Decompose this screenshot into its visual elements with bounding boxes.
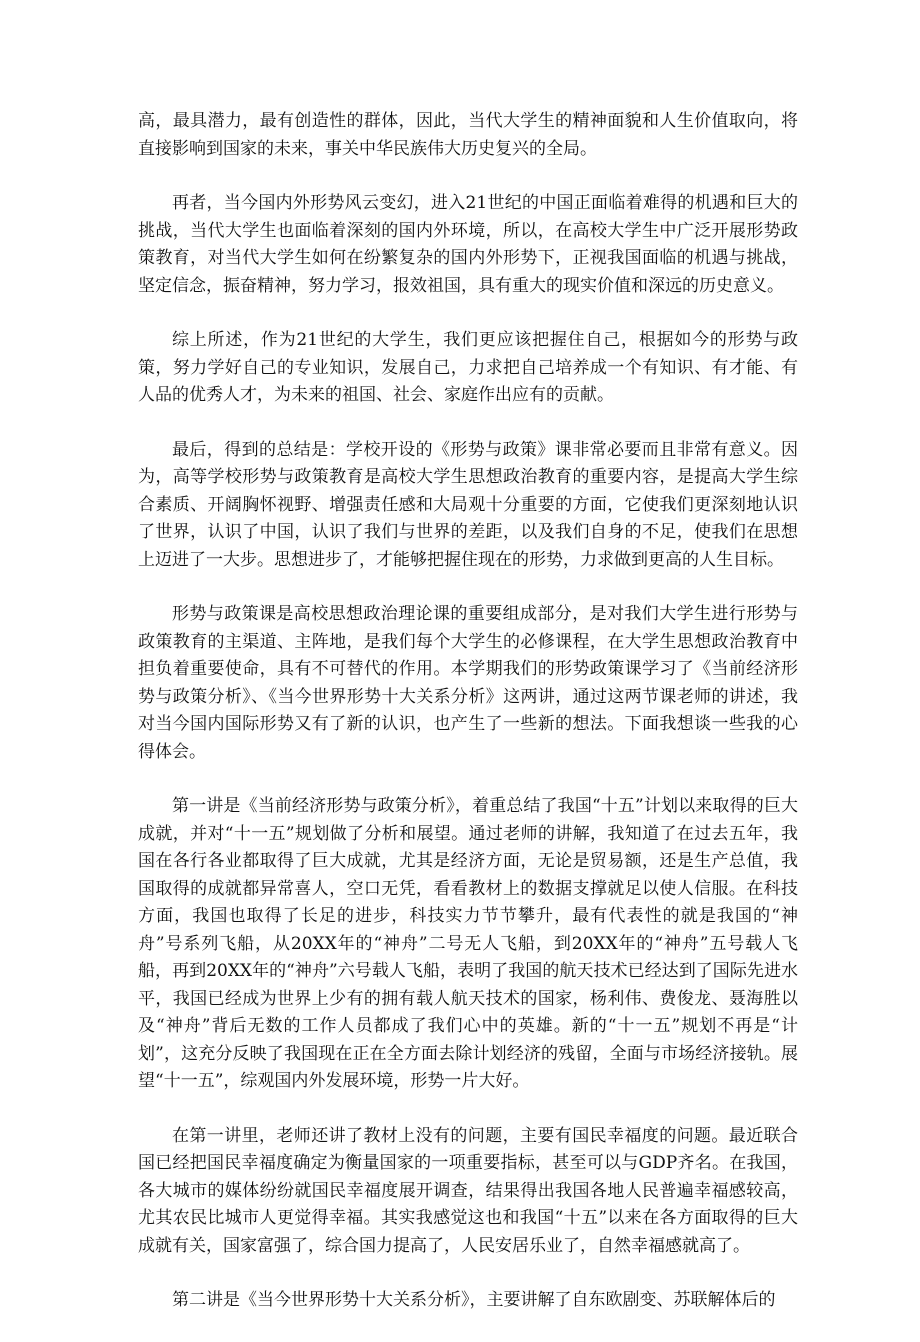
paragraph-conclusion: 最后，得到的总结是：学校开设的《形势与政策》课非常必要而且非常有意义。因为，高等学校形势与政策教育是高校大学生思想政治教育的重要内容，是提高大学生综合素质、开阔胸怀视野、增强责任感和大局观十分重要的方面，它使我们更深刻地认识了世界，认识了中国，认识了我们与世界的差距，以及我们自身的不足，使我们在思想上迈进了一大步。思想进步了，才能够把握住现在的形势，力求做到更高的人生目标。 xyxy=(138,439,798,570)
paragraph-summary: 综上所述，作为21世纪的大学生，我们更应该把握住自己，根据如今的形势与政策，努力学好自己的专业知识，发展自己，力求把自己培养成一个有知识、有才能、有人品的优秀人才，为未来的祖国、社会、家庭作出应有的贡献。 xyxy=(138,330,798,405)
paragraph-lecture-one: 第一讲是《当前经济形势与政策分析》，着重总结了我国“十五”计划以来取得的巨大成就，并对“十一五”规划做了分析和展望。通过老师的讲解，我知道了在过去五年，我国在各行各业都取得了巨大成就，尤其是经济方面，无论是贸易额，还是生产总值，我国取得的成就都异常喜人，空口无凭，看看教材上的数据支撑就足以使人信服。在科技方面，我国也取得了长足的进步，科技实力节节攀升，最有代表性的就是我国的“神舟”号系列飞船，从20XX年的“神舟”二号无人飞船，到20XX年的“神舟”五号载人飞船，再到20XX年的“神舟”六号载人飞船，表明了我国的航天技术已经达到了国际先进水平，我国已经成为世界上少有的拥有载人航天技术的国家，杨利伟、费俊龙、聂海胜以及“神舟”背后无数的工作人员都成了我们心中的英雄。新的“十一五”规划不再是“计划”，这充分反映了我国现在正在全方面去除计划经济的残留，全面与市场经济接轨。展望“十一五”，综观国内外发展环境，形势一片大好。 xyxy=(138,796,798,1091)
body-text xyxy=(138,108,798,1342)
paragraph-lecture-two: 第二讲是《当今世界形势十大关系分析》，主要讲解了自东欧剧变、苏联解体后的 xyxy=(172,1290,776,1310)
paragraph-continuation: 高，最具潜力，最有创造性的群体，因此，当代大学生的精神面貌和人生价值取向，将直接影响到国家的未来，事关中华民族伟大历史复兴的全局。 xyxy=(138,111,798,159)
paragraph-happiness: 在第一讲里，老师还讲了教材上没有的问题，主要有国民幸福度的问题。最近联合国已经把国民幸福度确定为衡量国家的一项重要指标，甚至可以与GDP齐名。在我国，各大城市的媒体纷纷就国民幸福度展开调查，结果得出我国各地人民普遍幸福感较高，尤其农民比城市人更觉得幸福。其实我感觉这也和我国“十五”以来在各方面取得的巨大成就有关，国家富强了，综合国力提高了，人民安居乐业了，自然幸福感就高了。 xyxy=(138,1125,798,1256)
paragraph-course-intro: 形势与政策课是高校思想政治理论课的重要组成部分，是对我们大学生进行形势与政策教育的主渠道、主阵地，是我们每个大学生的必修课程，在大学生思想政治教育中担负着重要使命，具有不可替代的作用。本学期我们的形势政策课学习了《当前经济形势与政策分析》、《当今世界形势十大关系分析》这两讲，通过这两节课老师的讲述，我对当今国内国际形势又有了新的认识，也产生了一些新的想法。下面我想谈一些我的心得体会。 xyxy=(138,604,798,762)
paragraph-situation: 再者，当今国内外形势风云变幻，进入21世纪的中国正面临着难得的机遇和巨大的挑战，当代大学生也面临着深刻的国内外环境，所以，在高校大学生中广泛开展形势政策教育，对当代大学生如何在纷繁复杂的国内外形势下，正视我国面临的机遇与挑战，坚定信念，振奋精神，努力学习，报效祖国，具有重大的现实价值和深远的历史意义。 xyxy=(138,193,798,296)
